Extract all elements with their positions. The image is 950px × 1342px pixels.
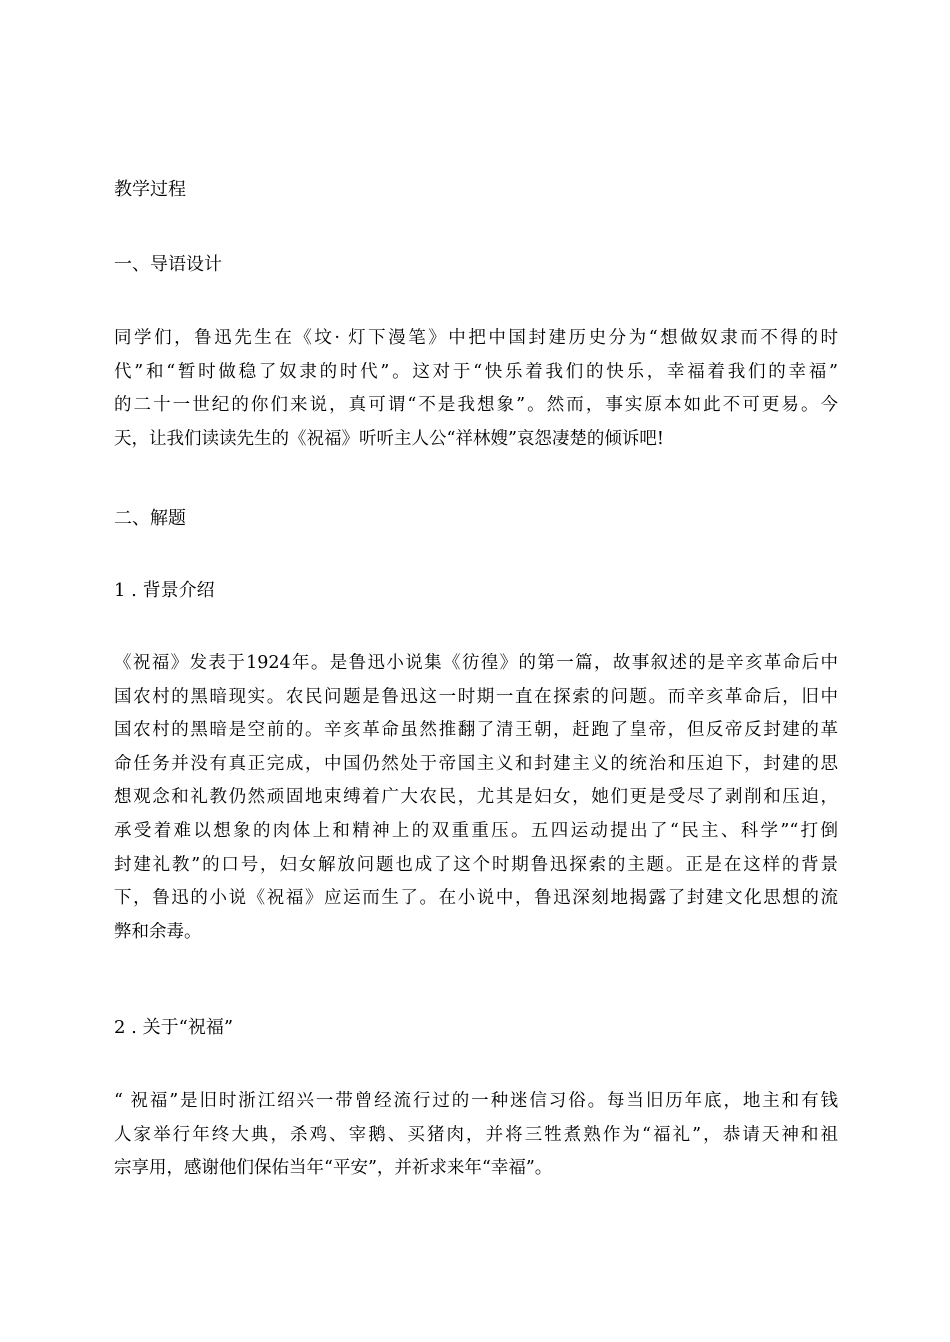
paragraph-line: 天，让我们读读先生的《祝福》听听主人公“祥林嫂”哀怨凄楚的倾诉吧!	[114, 428, 664, 449]
paragraph-line: 《祝福》发表于1924年。是鲁迅小说集《彷徨》的第一篇，故事叙述的是辛亥革命后中	[114, 653, 838, 673]
intro-paragraph	[114, 322, 838, 456]
blessing-paragraph	[114, 1085, 838, 1186]
paragraph-line: 人家举行年终大典，杀鸡、宰鹅、买猪肉，并将三牲煮熟作为“福礼”，恭请天神和祖	[114, 1124, 838, 1145]
paragraph-line: 国农村的黑暗是空前的。辛亥革命虽然推翻了清王朝，赶跑了皇帝，但反帝反封建的革	[114, 720, 838, 741]
paragraph-line: 下，鲁迅的小说《祝福》应运而生了。在小说中，鲁迅深刻地揭露了封建文化思想的流	[114, 888, 838, 909]
subsection-heading-blessing: 2 . 关于“祝福”	[114, 1017, 234, 1038]
paragraph-line: 的二十一世纪的你们来说，真可谓“不是我想象”。然而，事实原本如此不可更易。今	[114, 395, 838, 416]
paragraph-line: 代”和“暂时做稳了奴隶的时代”。这对于“快乐着我们的快乐，幸福着我们的幸福”	[114, 361, 838, 382]
section-heading-topic: 二、解题	[114, 508, 186, 529]
paragraph-line: 封建礼教”的口号，妇女解放问题也成了这个时期鲁迅探索的主题。正是在这样的背景	[114, 854, 838, 875]
document-title: 教学过程	[114, 179, 186, 200]
paragraph-line: “ 祝福”是旧时浙江绍兴一带曾经流行过的一种迷信习俗。每当旧历年底，地主和有钱	[114, 1091, 838, 1111]
paragraph-line: 想观念和礼教仍然顽固地束缚着广大农民，尤其是妇女，她们更是受尽了剥削和压迫，	[114, 787, 838, 808]
section-heading-intro: 一、导语设计	[114, 254, 222, 275]
paragraph-line: 命任务并没有真正完成，中国仍然处于帝国主义和封建主义的统治和压迫下，封建的思	[114, 753, 838, 774]
background-paragraph	[114, 647, 838, 949]
paragraph-line: 国农村的黑暗现实。农民问题是鲁迅这一时期一直在探索的问题。而辛亥革命后，旧中	[114, 686, 838, 707]
paragraph-line: 承受着难以想象的肉体上和精神上的双重重压。五四运动提出了“民主、科学”“打倒	[114, 820, 838, 841]
paragraph-line: 同学们，鲁迅先生在《坟· 灯下漫笔》中把中国封建历史分为“想做奴隶而不得的时	[114, 328, 838, 348]
paragraph-line: 宗享用，感谢他们保佑当年“平安”，并祈求来年“幸福”。	[114, 1158, 553, 1179]
paragraph-line: 弊和余毒。	[114, 921, 202, 942]
subsection-heading-background: 1 . 背景介绍	[114, 580, 215, 601]
